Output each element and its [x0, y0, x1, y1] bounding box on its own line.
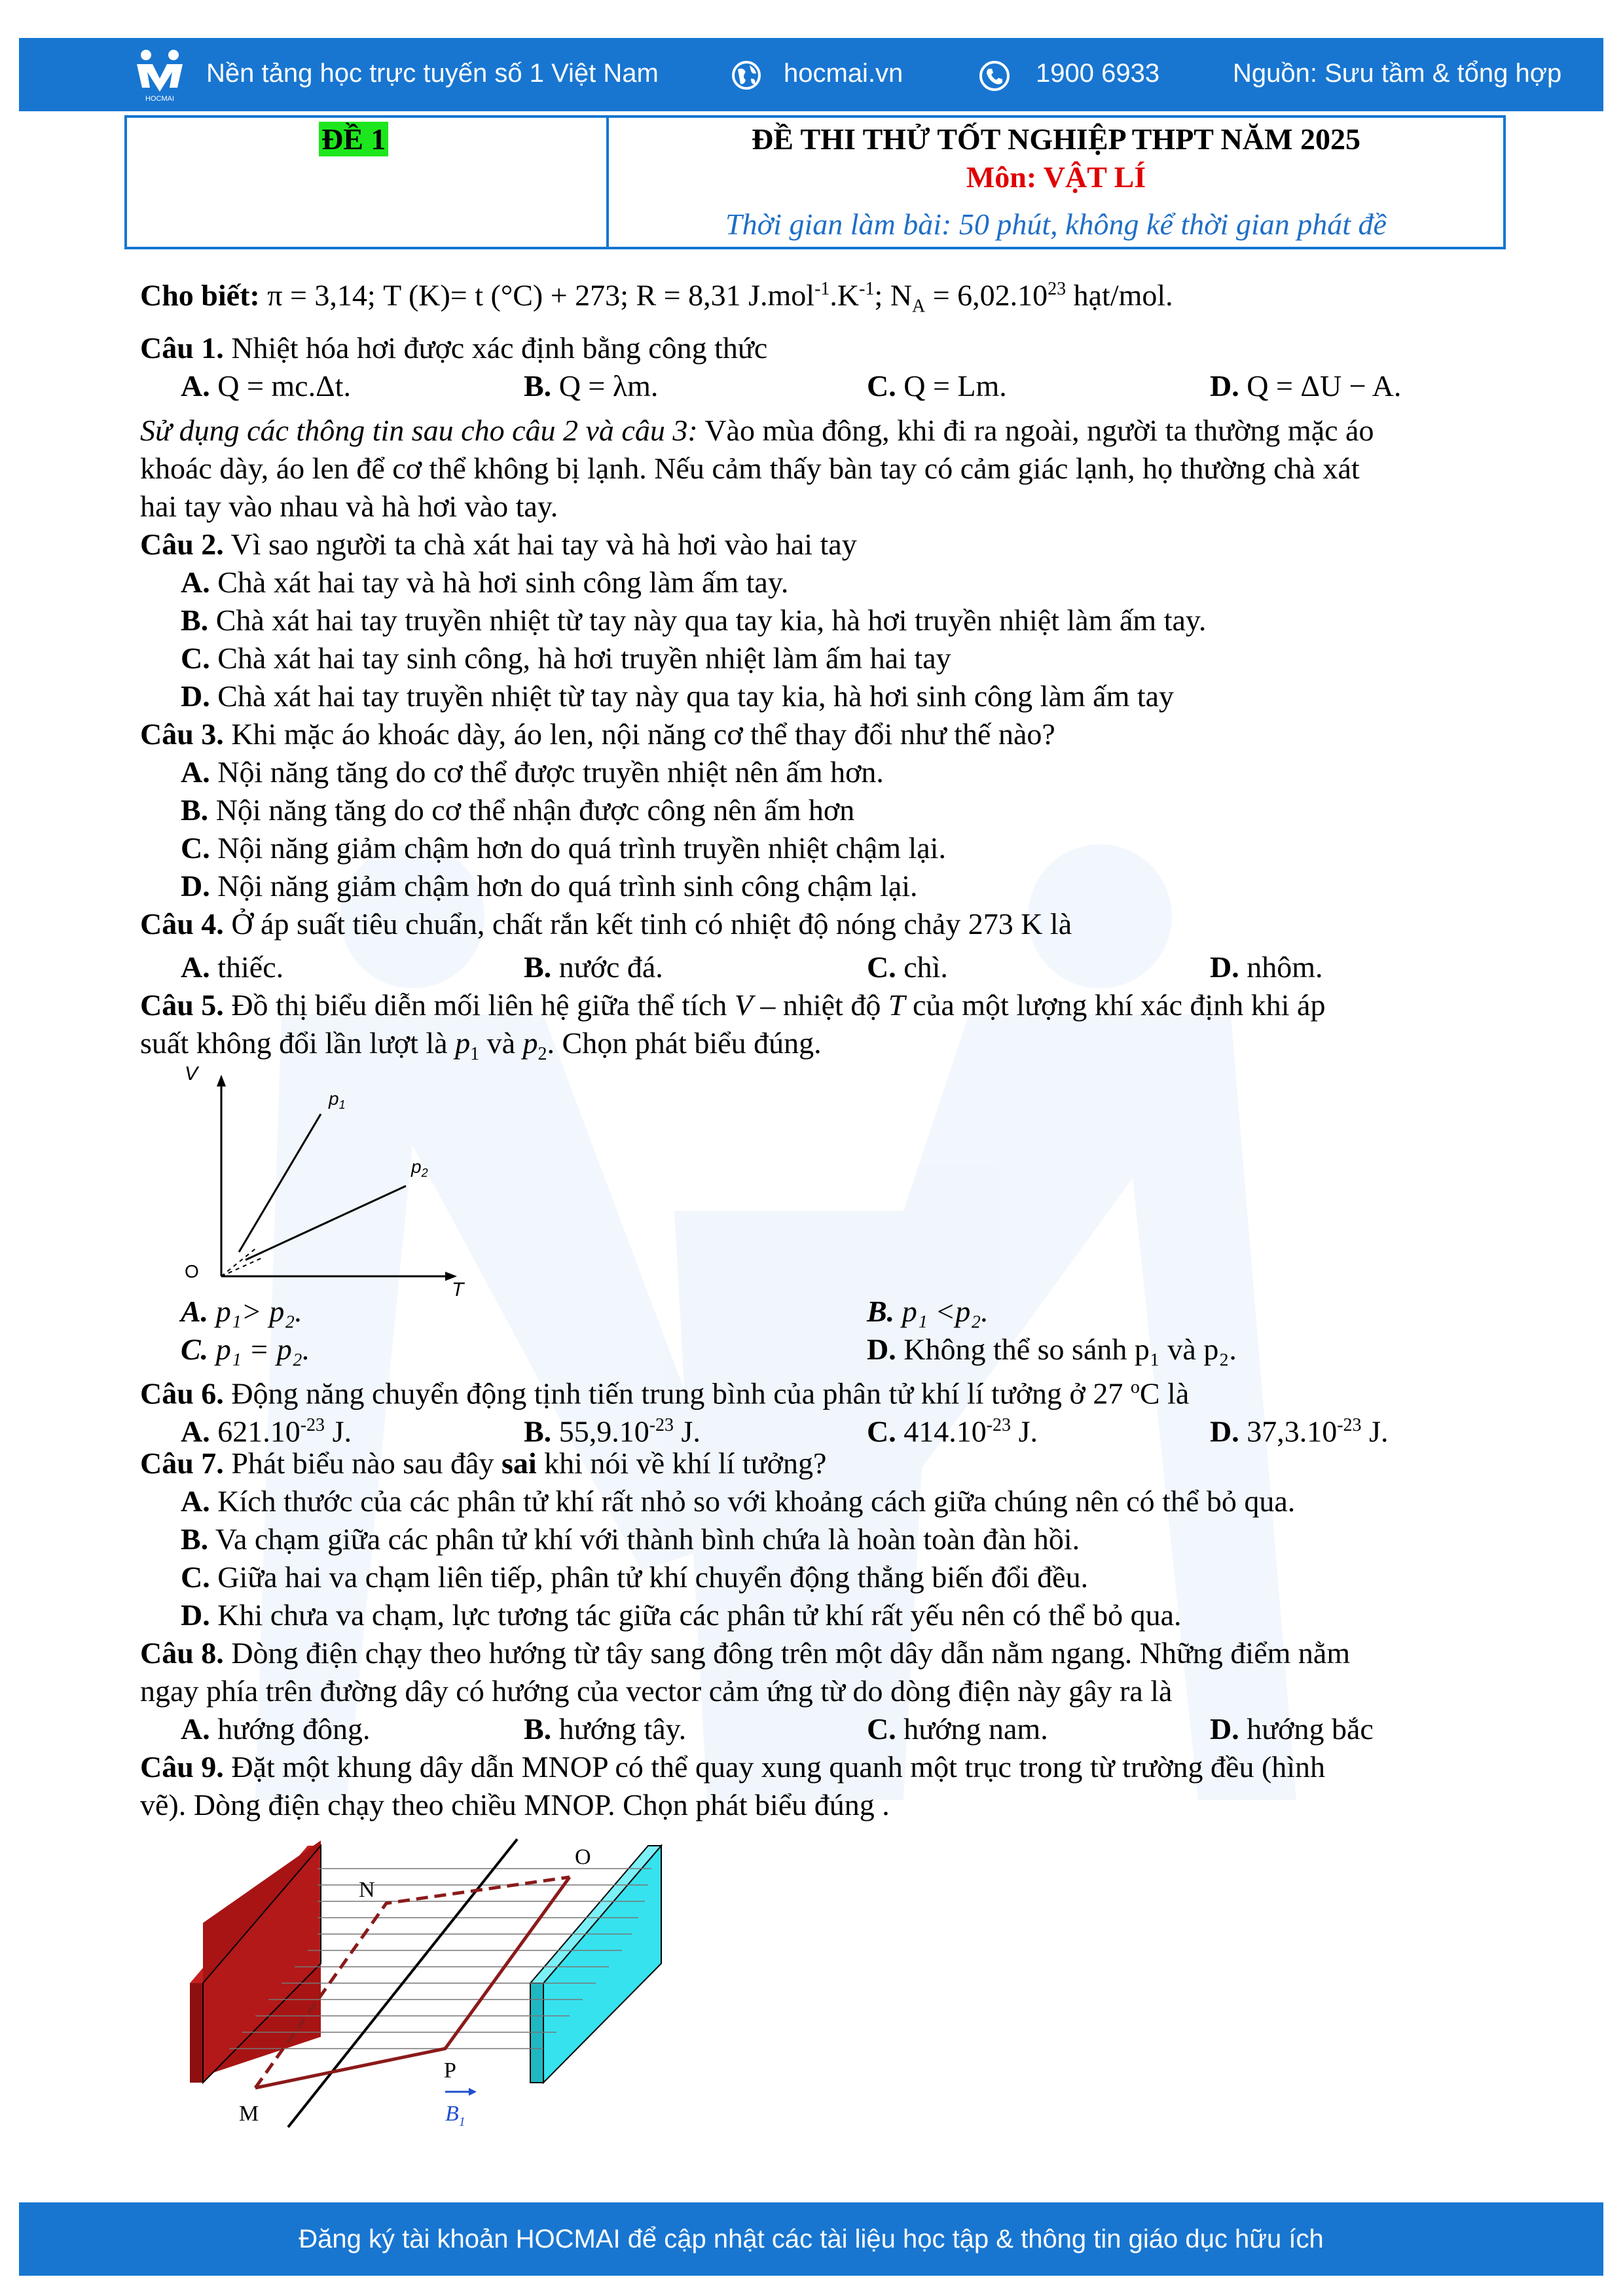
website-link[interactable]: hocmai.vn: [784, 59, 903, 88]
q8-option-c[interactable]: C. hướng nam.: [867, 1712, 1048, 1746]
source-text: Nguồn: Sưu tầm & tổng hợp: [1233, 59, 1562, 88]
context-line-2: khoác dày, áo len để cơ thể không bị lạnh. Nếu cảm thấy bàn tay có cảm giác lạnh, họ thường chà xát: [140, 452, 1360, 485]
question-2: Câu 2. Vì sao người ta chà xát hai tay và hà hơi vào hai tay: [140, 528, 857, 561]
q3-option-b[interactable]: B. Nội năng tăng do cơ thể nhận được công nên ấm hơn: [181, 793, 855, 827]
question-4: Câu 4. Ở áp suất tiêu chuẩn, chất rắn kết tinh có nhiệt độ nóng chảy 273 K là: [140, 907, 1072, 941]
header-bar: [19, 38, 1603, 111]
context-line-3: hai tay vào nhau và hà hơi vào tay.: [140, 490, 558, 523]
question-6: Câu 6. Động năng chuyển động tịnh tiến trung bình của phân tử khí lí tưởng ở 27 $^o$C là: [140, 1376, 1190, 1410]
q6-option-a[interactable]: A. $621.10^{-23}$ J.: [181, 1414, 352, 1448]
q4-option-c[interactable]: C. chì.: [867, 950, 948, 984]
phone-icon: [979, 60, 1010, 92]
q2-option-a[interactable]: A. Chà xát hai tay và hà hơi sinh công làm ấm tay.: [181, 565, 789, 599]
q6-option-d[interactable]: D. $37,3.10^{-23}$ J.: [1210, 1414, 1389, 1448]
exam-number: ĐỀ 1: [319, 122, 388, 156]
question-9-line-2: vẽ). Dòng điện chạy theo chiều MNOP. Chọn phát biểu đúng .: [140, 1788, 890, 1821]
q5-option-a[interactable]: A. p₁> p₂.: [181, 1295, 302, 1328]
q4-option-b[interactable]: B. nước đá.: [524, 950, 663, 984]
q2-option-d[interactable]: D. Chà xát hai tay truyền nhiệt từ tay này qua tay kia, hà hơi sinh công làm ấm tay: [181, 679, 1175, 713]
question-7: Câu 7. Phát biểu nào sau đây sai khi nói về khí lí tưởng?: [140, 1446, 827, 1480]
q7-option-d[interactable]: D. Khi chưa va chạm, lực tương tác giữa các phân tử khí rất yếu nên có thể bỏ qua.: [181, 1598, 1182, 1632]
question-8-line-1: Câu 8. Dòng điện chạy theo hướng từ tây sang đông trên một dây dẫn nằm ngang. Những điểm nằm: [140, 1636, 1351, 1670]
q7-option-b[interactable]: B. Va chạm giữa các phân tử khí với thành bình chứa là hoàn toàn đàn hồi.: [181, 1522, 1080, 1556]
svg-text:O: O: [575, 1845, 591, 1869]
q5-option-d[interactable]: D. Không thể so sánh p₁ và p₂.: [867, 1333, 1237, 1366]
hocmai-logo-icon: [130, 46, 189, 103]
q5-option-c[interactable]: C. p₁ = p₂.: [181, 1333, 310, 1366]
q6-option-b[interactable]: B. $55,9.10^{-23}$ J.: [524, 1414, 701, 1448]
q3-option-a[interactable]: A. Nội năng tăng do cơ thể được truyền nhiệt nên ấm hơn.: [181, 755, 884, 789]
q3-option-d[interactable]: D. Nội năng giảm chậm hơn do quá trình sinh công chậm lại.: [181, 869, 918, 903]
magnet-loop-figure: [177, 1833, 674, 2147]
q4-option-d[interactable]: D. nhôm.: [1210, 950, 1323, 984]
svg-text:N: N: [359, 1878, 375, 1902]
q7-option-a[interactable]: A. Kích thước của các phân tử khí rất nhỏ so với khoảng cách giữa chúng nên có thể bỏ qua.: [181, 1484, 1296, 1518]
q1-option-d[interactable]: D. Q = ΔU − A.: [1210, 369, 1402, 403]
context-line-1: Sử dụng các thông tin sau cho câu 2 và câu 3: Vào mùa đông, khi đi ra ngoài, người ta thường mặc áo: [140, 414, 1374, 447]
q8-option-d[interactable]: D. hướng bắc: [1210, 1712, 1374, 1746]
svg-text:HOCMAI: HOCMAI: [145, 95, 174, 103]
footer-bar: Đăng ký tài khoản HOCMAI để cập nhật các tài liệu học tập & thông tin giáo dục hữu ích: [19, 2202, 1603, 2276]
q2-option-b[interactable]: B. Chà xát hai tay truyền nhiệt từ tay này qua tay kia, hà hơi truyền nhiệt làm ấm tay.: [181, 603, 1207, 637]
svg-text:p2: $p_2$: [411, 1157, 428, 1179]
question-1: Câu 1. Nhiệt hóa hơi được xác định bằng công thức: [140, 331, 768, 365]
question-8-line-2: ngay phía trên đường dây có hướng của vector cảm ứng từ do dòng điện này gây ra là: [140, 1674, 1173, 1708]
q7-option-c[interactable]: C. Giữa hai va chạm liên tiếp, phân tử khí chuyển động thẳng biến đổi đều.: [181, 1560, 1089, 1594]
q1-option-a[interactable]: A. Q = mc.Δt.: [181, 369, 351, 403]
q8-option-a[interactable]: A. hướng đông.: [181, 1712, 371, 1746]
svg-text:O: O: [185, 1261, 199, 1282]
question-5-line-2: suất không đổi lần lượt là $p_1$ và $p_2$. Chọn phát biểu đúng.: [140, 1026, 822, 1065]
svg-text:B1: $B_1$: [445, 2102, 465, 2129]
svg-text:P: P: [444, 2058, 456, 2083]
question-3: Câu 3. Khi mặc áo khoác dày, áo len, nội năng cơ thể thay đổi như thế nào?: [140, 717, 1055, 751]
exam-time: Thời gian làm bài: 50 phút, không kể thời gian phát đề: [725, 207, 1387, 241]
q4-option-a[interactable]: A. thiếc.: [181, 950, 284, 984]
q5-option-b[interactable]: B. p₁ <p₂.: [867, 1295, 989, 1328]
slogan: Nền tảng học trực tuyến số 1 Việt Nam: [206, 59, 659, 88]
q1-option-b[interactable]: B. Q = λm.: [524, 369, 659, 403]
q6-option-c[interactable]: C. $414.10^{-23}$ J.: [867, 1414, 1038, 1448]
svg-text:M: M: [239, 2102, 259, 2126]
globe-icon: [731, 60, 761, 90]
q1-option-c[interactable]: C. Q = Lm.: [867, 369, 1007, 403]
phone-number[interactable]: 1900 6933: [1036, 59, 1160, 88]
question-9-line-1: Câu 9. Đặt một khung dây dẫn MNOP có thể quay xung quanh một trục trong từ trường đều (hình: [140, 1750, 1326, 1784]
exam-title: ĐỀ THI THỬ TỐT NGHIỆP THPT NĂM 2025: [751, 122, 1361, 156]
question-5-line-1: Câu 5. Đồ thị biểu diễn mối liên hệ giữa thể tích V – nhiệt độ T của một lượng khí xác định khi áp: [140, 988, 1326, 1022]
svg-text:p1: $p_1$: [329, 1088, 346, 1111]
given-constants: Cho biết: π = 3,14; T (K)= t (°C) + 273; R = 8,31 $J.mol^{-1}.K^{-1}$; $N_A = 6,02.10^{23}$ hạt/mol.: [140, 278, 1173, 317]
q2-option-c[interactable]: C. Chà xát hai tay sinh công, hà hơi truyền nhiệt làm ấm hai tay: [181, 641, 951, 675]
q8-option-b[interactable]: B. hướng tây.: [524, 1712, 687, 1746]
exam-subject: Môn: VẬT LÍ: [966, 160, 1146, 194]
svg-text:T: T: [452, 1279, 464, 1296]
svg-text:V: V: [185, 1063, 198, 1085]
q3-option-c[interactable]: C. Nội năng giảm chậm hơn do quá trình truyền nhiệt chậm lại.: [181, 831, 946, 865]
vt-graph: [177, 1060, 478, 1296]
